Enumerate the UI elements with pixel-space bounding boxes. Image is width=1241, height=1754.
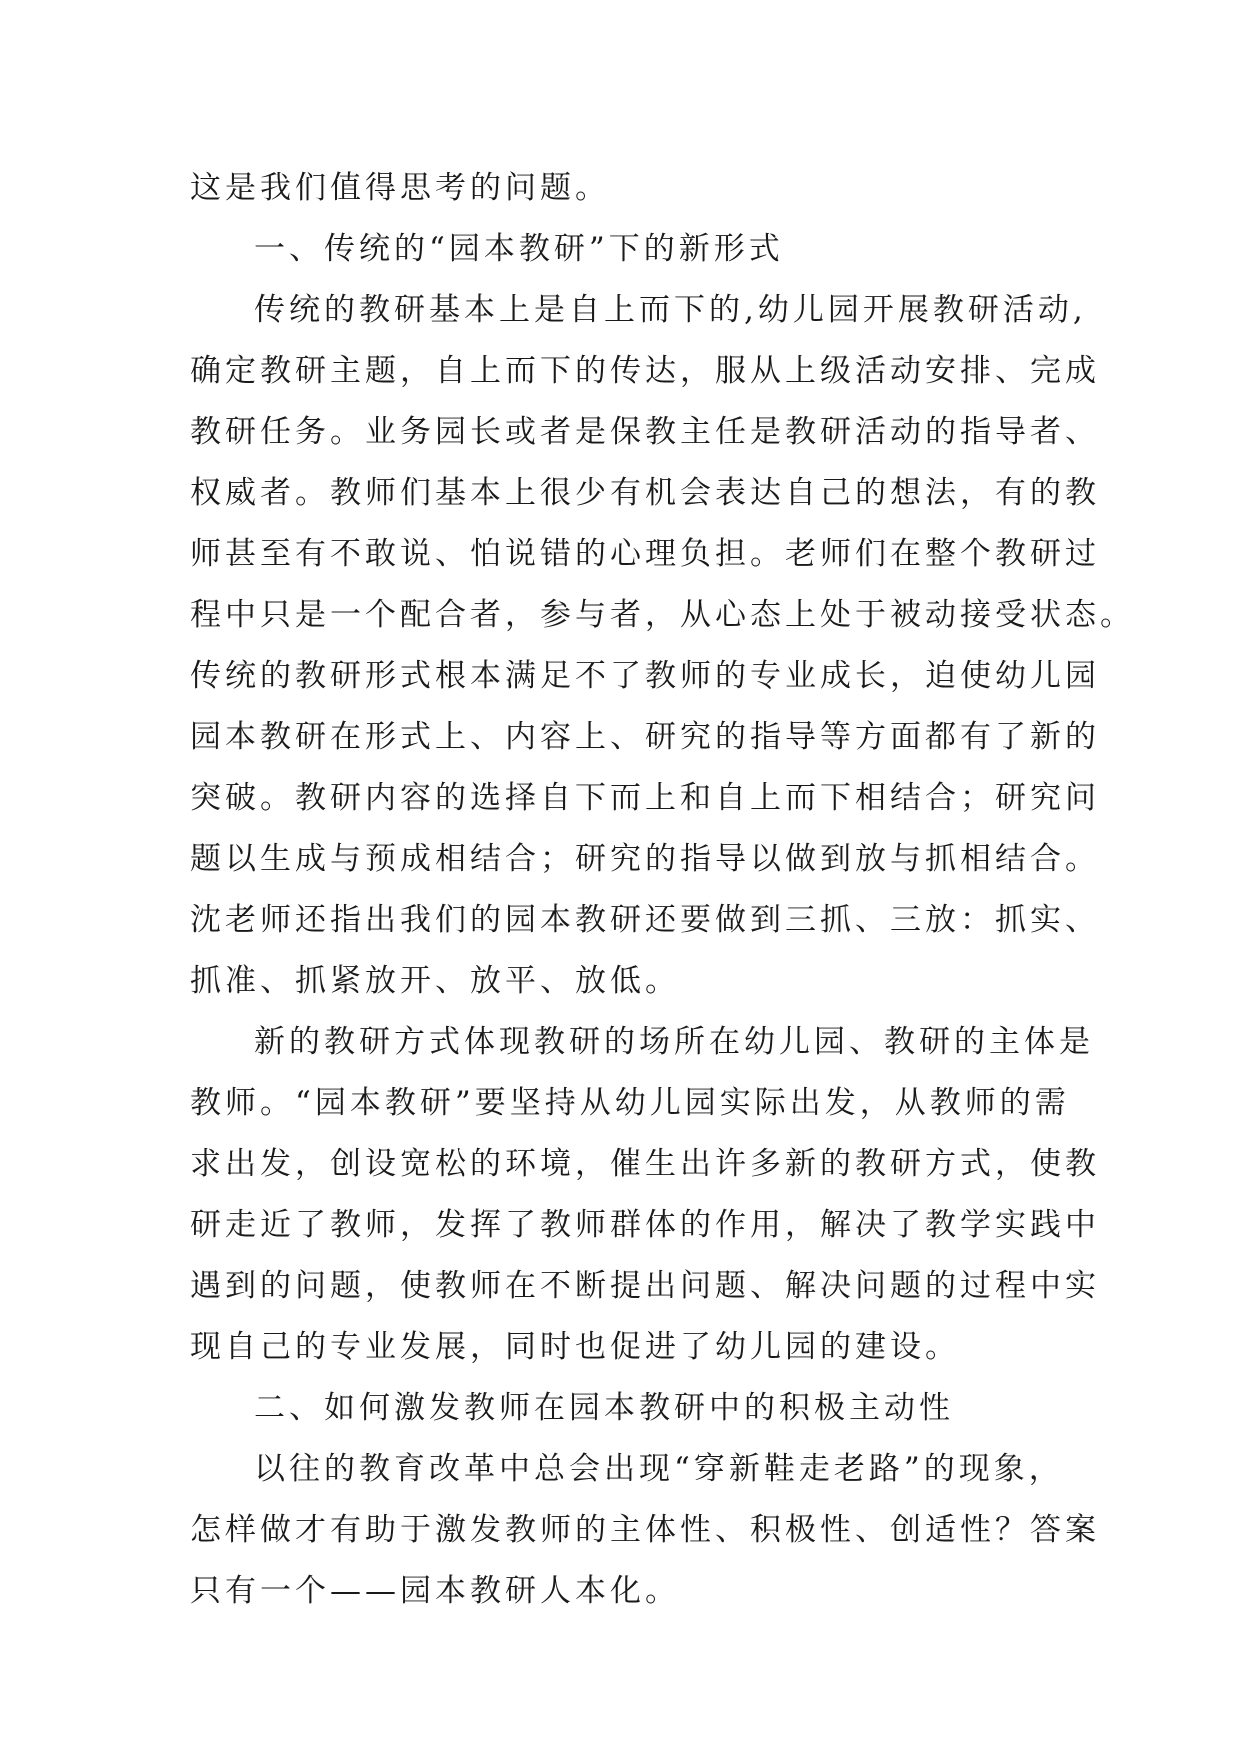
text-line: 怎样做才有助于激发教师的主体性、积极性、创适性？答案 (190, 1512, 1100, 1548)
section-heading-2: 二、如何激发教师在园本教研中的积极主动性 (254, 1390, 954, 1426)
text-line: 传统的教研基本上是自上而下的,幼儿园开展教研活动, (254, 292, 1087, 328)
text-line: 只有一个——园本教研人本化。 (190, 1573, 680, 1609)
text-line: 程中只是一个配合者，参与者，从心态上处于被动接受状态。 (190, 597, 1135, 633)
text-line: 突破。教研内容的选择自下而上和自上而下相结合；研究问 (190, 780, 1100, 816)
text-line: 这是我们值得思考的问题。 (190, 170, 610, 206)
text-line: 遇到的问题，使教师在不断提出问题、解决问题的过程中实 (190, 1268, 1100, 1304)
text-line: 权威者。教师们基本上很少有机会表达自己的想法，有的教 (190, 475, 1100, 511)
text-line: 题以生成与预成相结合；研究的指导以做到放与抓相结合。 (190, 841, 1100, 877)
text-line: 沈老师还指出我们的园本教研还要做到三抓、三放：抓实、 (190, 902, 1100, 938)
text-line: 研走近了教师，发挥了教师群体的作用，解决了教学实践中 (190, 1207, 1100, 1243)
text-line: 现自己的专业发展，同时也促进了幼儿园的建设。 (190, 1329, 960, 1365)
text-line: 求出发，创设宽松的环境，催生出许多新的教研方式，使教 (190, 1146, 1100, 1182)
text-line: 抓准、抓紧放开、放平、放低。 (190, 963, 680, 999)
text-line: 新的教研方式体现教研的场所在幼儿园、教研的主体是 (254, 1024, 1094, 1060)
text-line: 确定教研主题，自上而下的传达，服从上级活动安排、完成 (190, 353, 1100, 389)
text-line: 园本教研在形式上、内容上、研究的指导等方面都有了新的 (190, 719, 1100, 755)
text-line: 传统的教研形式根本满足不了教师的专业成长，迫使幼儿园 (190, 658, 1100, 694)
text-line: 教研任务。业务园长或者是保教主任是教研活动的指导者、 (190, 414, 1100, 450)
text-line: 教师。“园本教研”要坚持从幼儿园实际出发，从教师的需 (190, 1085, 1070, 1121)
text-line: 以往的教育改革中总会出现“穿新鞋走老路”的现象， (254, 1451, 1064, 1487)
document-body (190, 158, 1135, 1622)
text-line: 师甚至有不敢说、怕说错的心理负担。老师们在整个教研过 (190, 536, 1100, 572)
section-heading-1: 一、传统的“园本教研”下的新形式 (254, 231, 784, 267)
